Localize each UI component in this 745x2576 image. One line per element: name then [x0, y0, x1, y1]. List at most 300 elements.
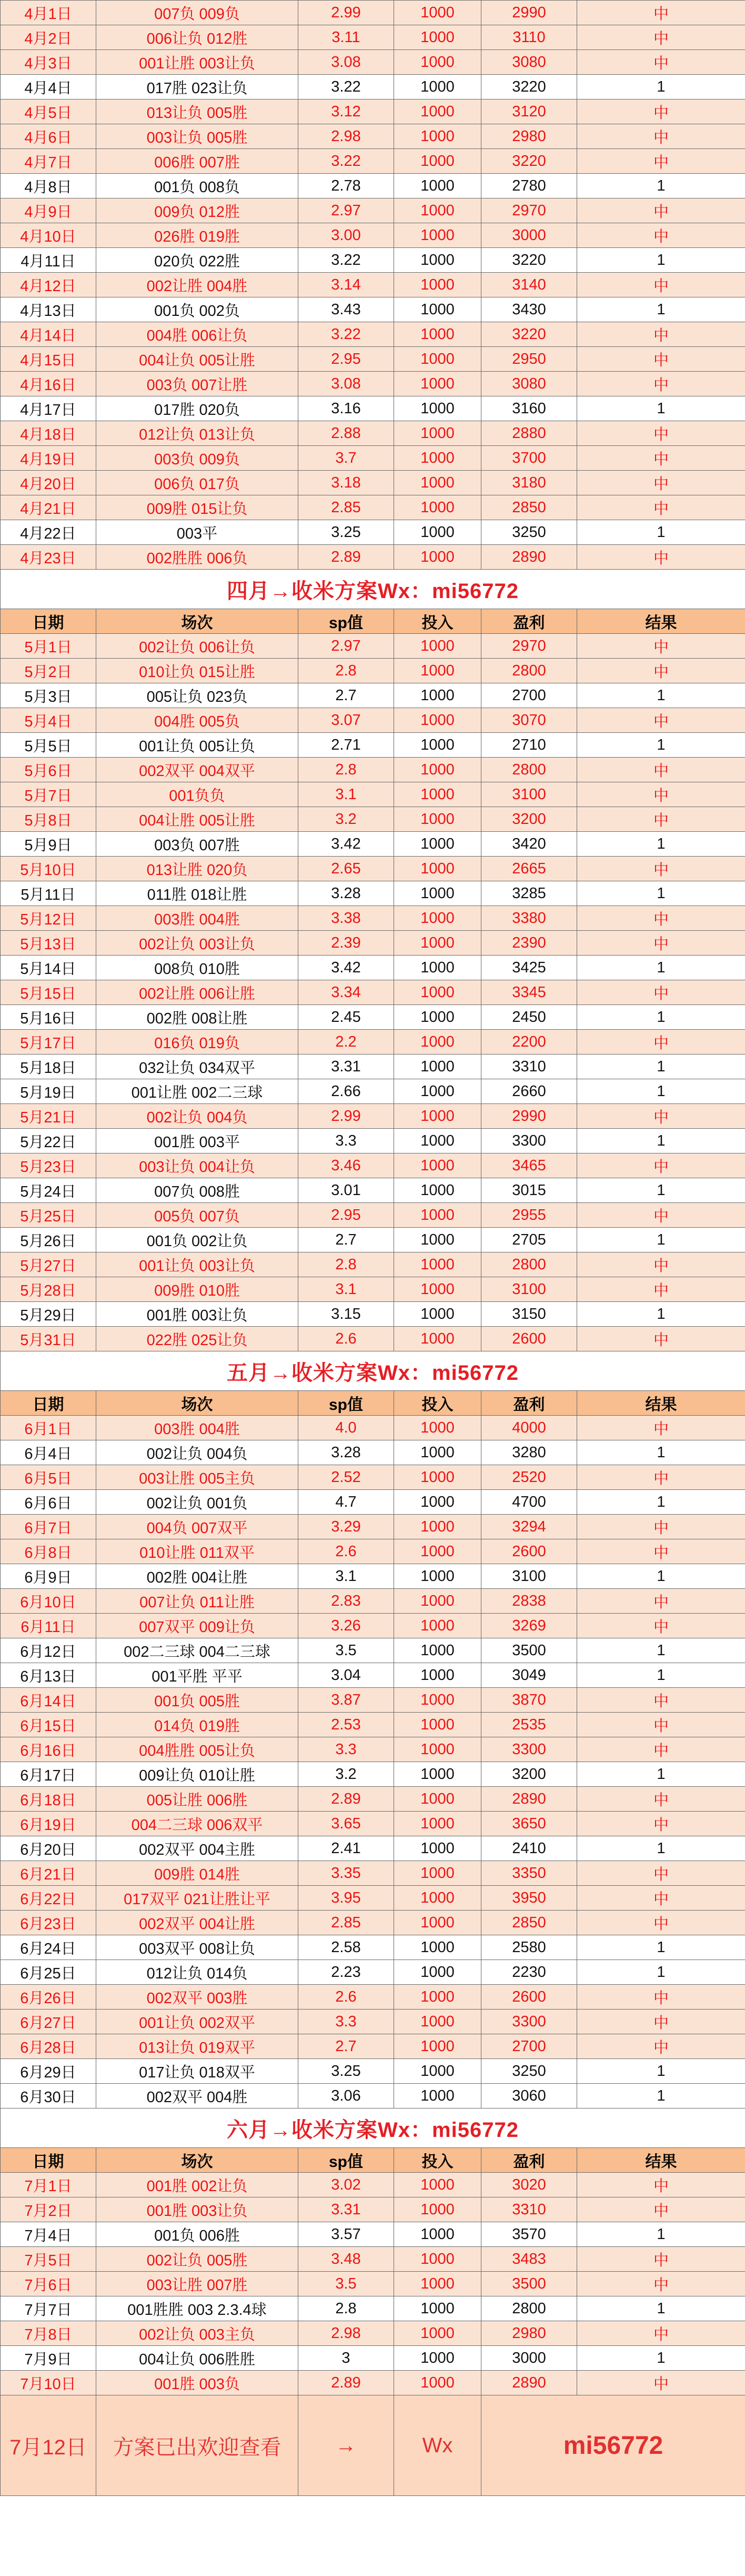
- table-row: [1, 75, 745, 100]
- cell-profit: 3950: [481, 1886, 577, 1911]
- cell-date: 6月11日: [1, 1614, 96, 1638]
- cell-result: 中: [577, 446, 745, 471]
- cell-match: 020负 022胜: [96, 248, 298, 273]
- cell-sp: 3.08: [298, 372, 394, 396]
- cell-result: 中: [577, 421, 745, 446]
- cell-sp: 3.1: [298, 782, 394, 807]
- cell-profit: 2890: [481, 1787, 577, 1812]
- cell-sp: 3.25: [298, 2059, 394, 2084]
- cell-result: 中: [577, 223, 745, 248]
- cell-date: 4月8日: [1, 174, 96, 198]
- cell-date: 6月6日: [1, 1490, 96, 1515]
- cell-result: 1: [577, 1935, 745, 1960]
- cell-match: 013让胜 020负: [96, 857, 298, 881]
- cell-match: 002双平 004主胜: [96, 1836, 298, 1861]
- cell-stake: 1000: [394, 1688, 481, 1713]
- cell-sp: 3.31: [298, 1055, 394, 1079]
- cell-result: 中: [577, 980, 745, 1005]
- cell-stake: 1000: [394, 1935, 481, 1960]
- cell-stake: 1000: [394, 545, 481, 570]
- cell-result: 1: [577, 2222, 745, 2247]
- table-row: [1, 1688, 745, 1713]
- table-row: [1, 1886, 745, 1911]
- cell-match: 005负 007负: [96, 1203, 298, 1228]
- cell-stake: 1000: [394, 75, 481, 100]
- table-row: [1, 1935, 745, 1960]
- footer-row: [1, 2395, 745, 2496]
- cell-result: 中: [577, 1153, 745, 1178]
- cell-result: 1: [577, 733, 745, 758]
- cell-date: 4月17日: [1, 396, 96, 421]
- cell-match: 026胜 019胜: [96, 223, 298, 248]
- cell-stake: 1000: [394, 495, 481, 520]
- cell-match: 002让负 004负: [96, 1104, 298, 1129]
- cell-profit: 3220: [481, 322, 577, 347]
- cell-stake: 1000: [394, 931, 481, 956]
- cell-stake: 1000: [394, 708, 481, 733]
- cell-profit: 2705: [481, 1228, 577, 1252]
- cell-profit: 3180: [481, 471, 577, 495]
- cell-sp: 3.46: [298, 1153, 394, 1178]
- cell-result: 中: [577, 1713, 745, 1737]
- cell-date: 5月19日: [1, 1079, 96, 1104]
- cell-result: 1: [577, 956, 745, 980]
- cell-match: 001负负: [96, 782, 298, 807]
- cell-result: 中: [577, 1203, 745, 1228]
- cell-match: 002双平 004双平: [96, 758, 298, 782]
- cell-profit: 2990: [481, 1, 577, 25]
- cell-sp: 3.04: [298, 1663, 394, 1688]
- cell-match: 002双平 003胜: [96, 1985, 298, 2010]
- cell-match: 002双平 004胜: [96, 2084, 298, 2108]
- table-row: [1, 223, 745, 248]
- cell-match: 004胜 006让负: [96, 322, 298, 347]
- table-row: [1, 1153, 745, 1178]
- cell-sp: 2.6: [298, 1985, 394, 2010]
- cell-profit: 2980: [481, 124, 577, 149]
- cell-result: 中: [577, 1030, 745, 1055]
- cell-result: 1: [577, 1055, 745, 1079]
- cell-match: 001让负 005让负: [96, 733, 298, 758]
- cell-profit: 3300: [481, 1129, 577, 1153]
- cell-profit: 3220: [481, 75, 577, 100]
- cell-result: 中: [577, 2321, 745, 2346]
- cell-date: 6月18日: [1, 1787, 96, 1812]
- cell-result: 1: [577, 2059, 745, 2084]
- cell-match: 006负 017负: [96, 471, 298, 495]
- cell-profit: 2450: [481, 1005, 577, 1030]
- cell-match: 013让负 019双平: [96, 2034, 298, 2059]
- table-row: [1, 1302, 745, 1327]
- table-row: [1, 2222, 745, 2247]
- table-row: [1, 2296, 745, 2321]
- cell-result: 1: [577, 832, 745, 857]
- cell-sp: 2.8: [298, 758, 394, 782]
- cell-result: 中: [577, 347, 745, 372]
- banner-text: 六月→收米方案Wx：mi56772: [1, 2108, 745, 2148]
- cell-match: 003让负 004让负: [96, 1153, 298, 1178]
- cell-profit: 3020: [481, 2173, 577, 2197]
- cell-match: 011胜 018让胜: [96, 881, 298, 906]
- cell-match: 009胜 014胜: [96, 1861, 298, 1886]
- table-header-row: [1, 609, 745, 634]
- cell-profit: 3080: [481, 372, 577, 396]
- table-row: [1, 1737, 745, 1762]
- header-profit: 盈利: [481, 609, 577, 634]
- cell-result: 中: [577, 782, 745, 807]
- cell-result: 中: [577, 1104, 745, 1129]
- table-row: [1, 708, 745, 733]
- cell-profit: 3350: [481, 1861, 577, 1886]
- cell-sp: 3.87: [298, 1688, 394, 1713]
- cell-date: 5月27日: [1, 1252, 96, 1277]
- table-row: [1, 149, 745, 174]
- cell-stake: 1000: [394, 881, 481, 906]
- cell-date: 5月15日: [1, 980, 96, 1005]
- cell-match: 002让胜 004胜: [96, 273, 298, 297]
- cell-profit: 3500: [481, 2272, 577, 2296]
- cell-stake: 1000: [394, 273, 481, 297]
- cell-stake: 1000: [394, 1440, 481, 1465]
- header-date: 日期: [1, 1391, 96, 1416]
- cell-stake: 1000: [394, 857, 481, 881]
- table-row: [1, 1539, 745, 1564]
- cell-result: 1: [577, 1638, 745, 1663]
- cell-match: 001平胜 平平: [96, 1663, 298, 1688]
- cell-stake: 1000: [394, 2321, 481, 2346]
- table-header-row: [1, 2148, 745, 2173]
- cell-date: 5月4日: [1, 708, 96, 733]
- header-result: 结果: [577, 609, 745, 634]
- cell-match: 003让胜 005主负: [96, 1465, 298, 1490]
- cell-stake: 1000: [394, 1228, 481, 1252]
- cell-date: 4月4日: [1, 75, 96, 100]
- cell-match: 001负 008负: [96, 174, 298, 198]
- table-row: [1, 297, 745, 322]
- cell-stake: 1000: [394, 223, 481, 248]
- cell-match: 012让负 013让负: [96, 421, 298, 446]
- cell-stake: 1000: [394, 807, 481, 832]
- header-sp: sp值: [298, 1391, 394, 1416]
- cell-profit: 3250: [481, 520, 577, 545]
- cell-profit: 3060: [481, 2084, 577, 2108]
- table-row: [1, 1030, 745, 1055]
- cell-profit: 3120: [481, 100, 577, 124]
- cell-profit: 3220: [481, 248, 577, 273]
- cell-match: 004二三球 006双平: [96, 1812, 298, 1836]
- table-row: [1, 2197, 745, 2222]
- cell-profit: 2970: [481, 634, 577, 659]
- table-row: [1, 520, 745, 545]
- cell-result: 中: [577, 2197, 745, 2222]
- cell-date: 4月16日: [1, 372, 96, 396]
- cell-profit: 2800: [481, 758, 577, 782]
- cell-sp: 2.66: [298, 1079, 394, 1104]
- cell-profit: 2990: [481, 1104, 577, 1129]
- cell-stake: 1000: [394, 683, 481, 708]
- cell-result: 中: [577, 1985, 745, 2010]
- cell-profit: 3425: [481, 956, 577, 980]
- cell-profit: 3285: [481, 881, 577, 906]
- cell-sp: 3.12: [298, 100, 394, 124]
- cell-match: 003双平 008让负: [96, 1935, 298, 1960]
- cell-match: 005让胜 006胜: [96, 1787, 298, 1812]
- table-row: [1, 2247, 745, 2272]
- cell-result: 1: [577, 248, 745, 273]
- cell-sp: 2.85: [298, 495, 394, 520]
- cell-stake: 1000: [394, 1886, 481, 1911]
- cell-stake: 1000: [394, 1812, 481, 1836]
- table-row: [1, 1861, 745, 1886]
- table-row: [1, 174, 745, 198]
- cell-result: 中: [577, 1812, 745, 1836]
- table-row: [1, 931, 745, 956]
- cell-sp: 2.95: [298, 1203, 394, 1228]
- cell-match: 002二三球 004二三球: [96, 1638, 298, 1663]
- cell-date: 7月10日: [1, 2371, 96, 2395]
- cell-result: 1: [577, 1005, 745, 1030]
- cell-profit: 2970: [481, 198, 577, 223]
- cell-stake: 1000: [394, 2296, 481, 2321]
- table-row: [1, 1465, 745, 1490]
- cell-sp: 2.83: [298, 1589, 394, 1614]
- cell-result: 中: [577, 124, 745, 149]
- cell-date: 4月18日: [1, 421, 96, 446]
- cell-result: 1: [577, 174, 745, 198]
- cell-profit: 3150: [481, 1302, 577, 1327]
- cell-sp: 2.99: [298, 1, 394, 25]
- cell-date: 6月24日: [1, 1935, 96, 1960]
- cell-match: 010让胜 011双平: [96, 1539, 298, 1564]
- cell-sp: 3.57: [298, 2222, 394, 2247]
- table-row: [1, 1, 745, 25]
- cell-match: 004胜胜 005让负: [96, 1737, 298, 1762]
- table-row: [1, 832, 745, 857]
- cell-sp: 3.3: [298, 1129, 394, 1153]
- footer-wx-id: mi56772: [481, 2395, 745, 2496]
- table-row: [1, 1440, 745, 1465]
- cell-stake: 1000: [394, 659, 481, 683]
- cell-date: 5月29日: [1, 1302, 96, 1327]
- cell-sp: 2.97: [298, 634, 394, 659]
- cell-date: 6月28日: [1, 2034, 96, 2059]
- header-match: 场次: [96, 2148, 298, 2173]
- cell-sp: 3.01: [298, 1178, 394, 1203]
- table-row: [1, 980, 745, 1005]
- cell-result: 中: [577, 273, 745, 297]
- cell-sp: 3.06: [298, 2084, 394, 2108]
- table-row: [1, 1836, 745, 1861]
- cell-match: 014负 019胜: [96, 1713, 298, 1737]
- cell-match: 002双平 004让胜: [96, 1911, 298, 1935]
- table-row: [1, 1277, 745, 1302]
- header-date: 日期: [1, 2148, 96, 2173]
- cell-result: 中: [577, 1911, 745, 1935]
- cell-profit: 3700: [481, 446, 577, 471]
- cell-result: 1: [577, 75, 745, 100]
- table-row: [1, 1228, 745, 1252]
- cell-result: 中: [577, 1, 745, 25]
- cell-result: 中: [577, 2010, 745, 2034]
- cell-stake: 1000: [394, 446, 481, 471]
- cell-match: 001负 002让负: [96, 1228, 298, 1252]
- cell-profit: 2950: [481, 347, 577, 372]
- cell-match: 002让负 001负: [96, 1490, 298, 1515]
- cell-profit: 2600: [481, 1327, 577, 1351]
- cell-result: 中: [577, 2371, 745, 2395]
- cell-profit: 3110: [481, 25, 577, 50]
- cell-result: 中: [577, 495, 745, 520]
- cell-result: 中: [577, 1886, 745, 1911]
- cell-match: 001让胜 003让负: [96, 50, 298, 75]
- cell-date: 5月8日: [1, 807, 96, 832]
- cell-stake: 1000: [394, 2247, 481, 2272]
- cell-match: 032让负 034双平: [96, 1055, 298, 1079]
- cell-profit: 2665: [481, 857, 577, 881]
- cell-profit: 2600: [481, 1539, 577, 1564]
- cell-match: 001让胜 002二三球: [96, 1079, 298, 1104]
- cell-profit: 3160: [481, 396, 577, 421]
- cell-sp: 3.22: [298, 149, 394, 174]
- cell-date: 6月29日: [1, 2059, 96, 2084]
- cell-date: 6月14日: [1, 1688, 96, 1713]
- cell-profit: 4700: [481, 1490, 577, 1515]
- header-match: 场次: [96, 609, 298, 634]
- cell-stake: 1000: [394, 906, 481, 931]
- cell-stake: 1000: [394, 1490, 481, 1515]
- cell-date: 4月13日: [1, 297, 96, 322]
- table-row: [1, 1104, 745, 1129]
- cell-profit: 3465: [481, 1153, 577, 1178]
- table-row: [1, 2010, 745, 2034]
- cell-date: 6月25日: [1, 1960, 96, 1985]
- cell-date: 5月5日: [1, 733, 96, 758]
- table-row: [1, 1713, 745, 1737]
- cell-profit: 3500: [481, 1638, 577, 1663]
- cell-sp: 2.53: [298, 1713, 394, 1737]
- cell-result: 中: [577, 471, 745, 495]
- cell-profit: 3100: [481, 1564, 577, 1589]
- table-row: [1, 1203, 745, 1228]
- cell-sp: 3.02: [298, 2173, 394, 2197]
- cell-profit: 3070: [481, 708, 577, 733]
- cell-sp: 3.42: [298, 832, 394, 857]
- cell-profit: 3650: [481, 1812, 577, 1836]
- cell-result: 中: [577, 1688, 745, 1713]
- cell-result: 中: [577, 1861, 745, 1886]
- cell-match: 003让胜 007胜: [96, 2272, 298, 2296]
- cell-date: 5月10日: [1, 857, 96, 881]
- cell-result: 1: [577, 2084, 745, 2108]
- cell-sp: 3.25: [298, 520, 394, 545]
- cell-date: 7月6日: [1, 2272, 96, 2296]
- cell-date: 4月21日: [1, 495, 96, 520]
- table-row: [1, 807, 745, 832]
- table-row: [1, 471, 745, 495]
- cell-match: 002让负 003让负: [96, 931, 298, 956]
- cell-match: 010让负 015让胜: [96, 659, 298, 683]
- cell-result: 中: [577, 1787, 745, 1812]
- cell-sp: 3.26: [298, 1614, 394, 1638]
- cell-match: 012让负 014负: [96, 1960, 298, 1985]
- table-row: [1, 1812, 745, 1836]
- cell-stake: 1000: [394, 100, 481, 124]
- cell-profit: 3310: [481, 2197, 577, 2222]
- cell-match: 005让负 023负: [96, 683, 298, 708]
- cell-date: 6月15日: [1, 1713, 96, 1737]
- cell-sp: 3.95: [298, 1886, 394, 1911]
- cell-date: 6月1日: [1, 1416, 96, 1440]
- table-row: [1, 1787, 745, 1812]
- table-row: [1, 683, 745, 708]
- cell-date: 5月21日: [1, 1104, 96, 1129]
- cell-sp: 3.14: [298, 273, 394, 297]
- cell-date: 4月23日: [1, 545, 96, 570]
- cell-sp: 3.22: [298, 322, 394, 347]
- cell-date: 6月13日: [1, 1663, 96, 1688]
- cell-date: 4月9日: [1, 198, 96, 223]
- table-row: [1, 1564, 745, 1589]
- table-row: [1, 659, 745, 683]
- cell-stake: 1000: [394, 248, 481, 273]
- cell-date: 4月10日: [1, 223, 96, 248]
- table-body: [1, 1, 745, 2496]
- cell-stake: 1000: [394, 1787, 481, 1812]
- banner-text: 四月→收米方案Wx：mi56772: [1, 570, 745, 609]
- header-result: 结果: [577, 2148, 745, 2173]
- cell-date: 5月1日: [1, 634, 96, 659]
- cell-date: 5月31日: [1, 1327, 96, 1351]
- table-row: [1, 347, 745, 372]
- cell-match: 009让负 010让胜: [96, 1762, 298, 1787]
- cell-stake: 1000: [394, 198, 481, 223]
- cell-stake: 1000: [394, 1564, 481, 1589]
- cell-profit: 3380: [481, 906, 577, 931]
- cell-stake: 1000: [394, 634, 481, 659]
- cell-sp: 3.16: [298, 396, 394, 421]
- cell-stake: 1000: [394, 322, 481, 347]
- cell-profit: 3570: [481, 2222, 577, 2247]
- footer-arrow: →: [298, 2395, 394, 2496]
- cell-stake: 1000: [394, 1104, 481, 1129]
- cell-result: 1: [577, 1302, 745, 1327]
- cell-result: 1: [577, 683, 745, 708]
- cell-stake: 1000: [394, 2084, 481, 2108]
- cell-result: 中: [577, 1614, 745, 1638]
- cell-profit: 2520: [481, 1465, 577, 1490]
- cell-stake: 1000: [394, 1638, 481, 1663]
- cell-date: 5月14日: [1, 956, 96, 980]
- cell-match: 001胜胜 003 2.3.4球: [96, 2296, 298, 2321]
- cell-stake: 1000: [394, 1737, 481, 1762]
- cell-sp: 3.31: [298, 2197, 394, 2222]
- cell-date: 7月7日: [1, 2296, 96, 2321]
- cell-profit: 2230: [481, 1960, 577, 1985]
- table-row: [1, 372, 745, 396]
- cell-sp: 2.41: [298, 1836, 394, 1861]
- cell-match: 009胜 010胜: [96, 1277, 298, 1302]
- cell-result: 中: [577, 372, 745, 396]
- cell-sp: 2.6: [298, 1327, 394, 1351]
- cell-date: 5月17日: [1, 1030, 96, 1055]
- table-row: [1, 906, 745, 931]
- cell-stake: 1000: [394, 1539, 481, 1564]
- cell-profit: 3250: [481, 2059, 577, 2084]
- cell-match: 003胜 004胜: [96, 1416, 298, 1440]
- cell-result: 中: [577, 1277, 745, 1302]
- table-row: [1, 1079, 745, 1104]
- cell-result: 中: [577, 634, 745, 659]
